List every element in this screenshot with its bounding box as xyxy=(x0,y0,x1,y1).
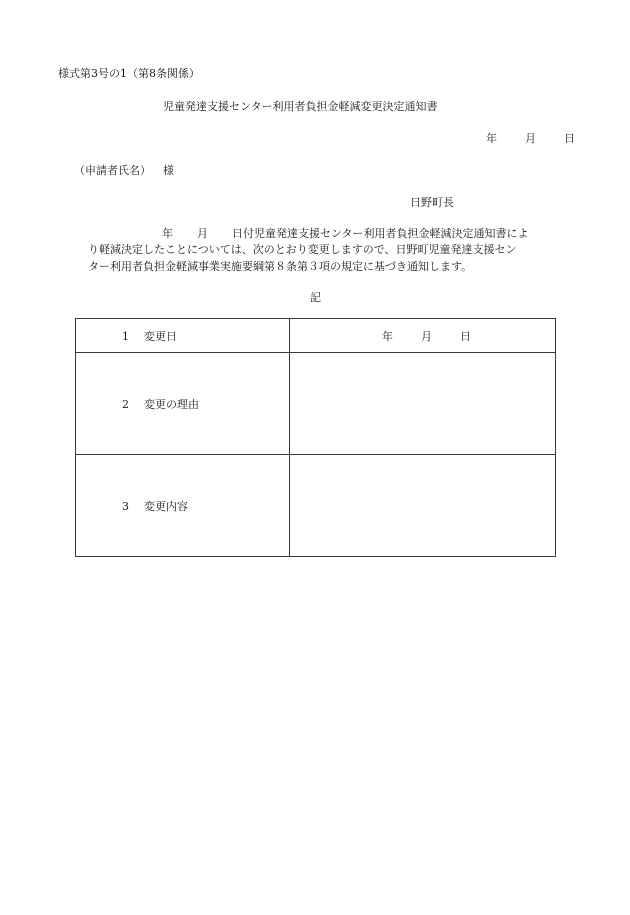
body-paragraph xyxy=(88,226,578,275)
ki-heading: 記 xyxy=(310,291,321,304)
issuer-name: 日野町長 xyxy=(410,196,454,209)
change-date-year: 年 xyxy=(382,329,393,343)
date-month: 月 xyxy=(525,132,536,145)
form-number-label: 様式第3号の1（第8条関係） xyxy=(58,67,200,80)
body-line-2: り軽減決定したことについては、次のとおり変更しますので、日野町児童発達支援セン xyxy=(88,243,517,257)
row-label-change-content xyxy=(76,455,290,557)
row-label-text: 変更日 xyxy=(144,329,177,343)
change-details-table xyxy=(75,318,556,557)
date-year: 年 xyxy=(486,132,497,145)
change-content-field[interactable] xyxy=(290,455,556,557)
body-line-1-text: 日付児童発達支援センター利用者負担金軽減決定通知書によ xyxy=(232,227,529,240)
row-number: 1 xyxy=(122,329,129,343)
change-date-month: 月 xyxy=(421,329,432,343)
table-row xyxy=(76,319,556,353)
row-label-text: 変更内容 xyxy=(144,499,188,513)
recipient-name-placeholder: （申請者氏名） xyxy=(74,164,151,177)
recipient-line xyxy=(74,165,174,176)
table-row xyxy=(76,455,556,557)
body-line-3: ター利用者負担金軽減事業実施要綱第８条第３項の規定に基づき通知します。 xyxy=(88,259,473,273)
body-month: 月 xyxy=(197,227,208,240)
body-year: 年 xyxy=(162,227,173,240)
recipient-honorific: 様 xyxy=(163,164,174,177)
issue-date xyxy=(486,133,575,144)
change-date-field[interactable] xyxy=(290,319,556,353)
row-label-change-reason xyxy=(76,353,290,455)
date-day: 日 xyxy=(564,132,575,145)
row-number: 3 xyxy=(122,499,129,513)
change-reason-field[interactable] xyxy=(290,353,556,455)
body-line-1 xyxy=(88,226,578,242)
row-label-change-date xyxy=(76,319,290,353)
table-row xyxy=(76,353,556,455)
row-label-text: 変更の理由 xyxy=(144,397,199,411)
change-date-day: 日 xyxy=(460,329,471,343)
document-title: 児童発達支援センター利用者負担金軽減変更決定通知書 xyxy=(163,100,438,113)
row-number: 2 xyxy=(122,397,129,411)
